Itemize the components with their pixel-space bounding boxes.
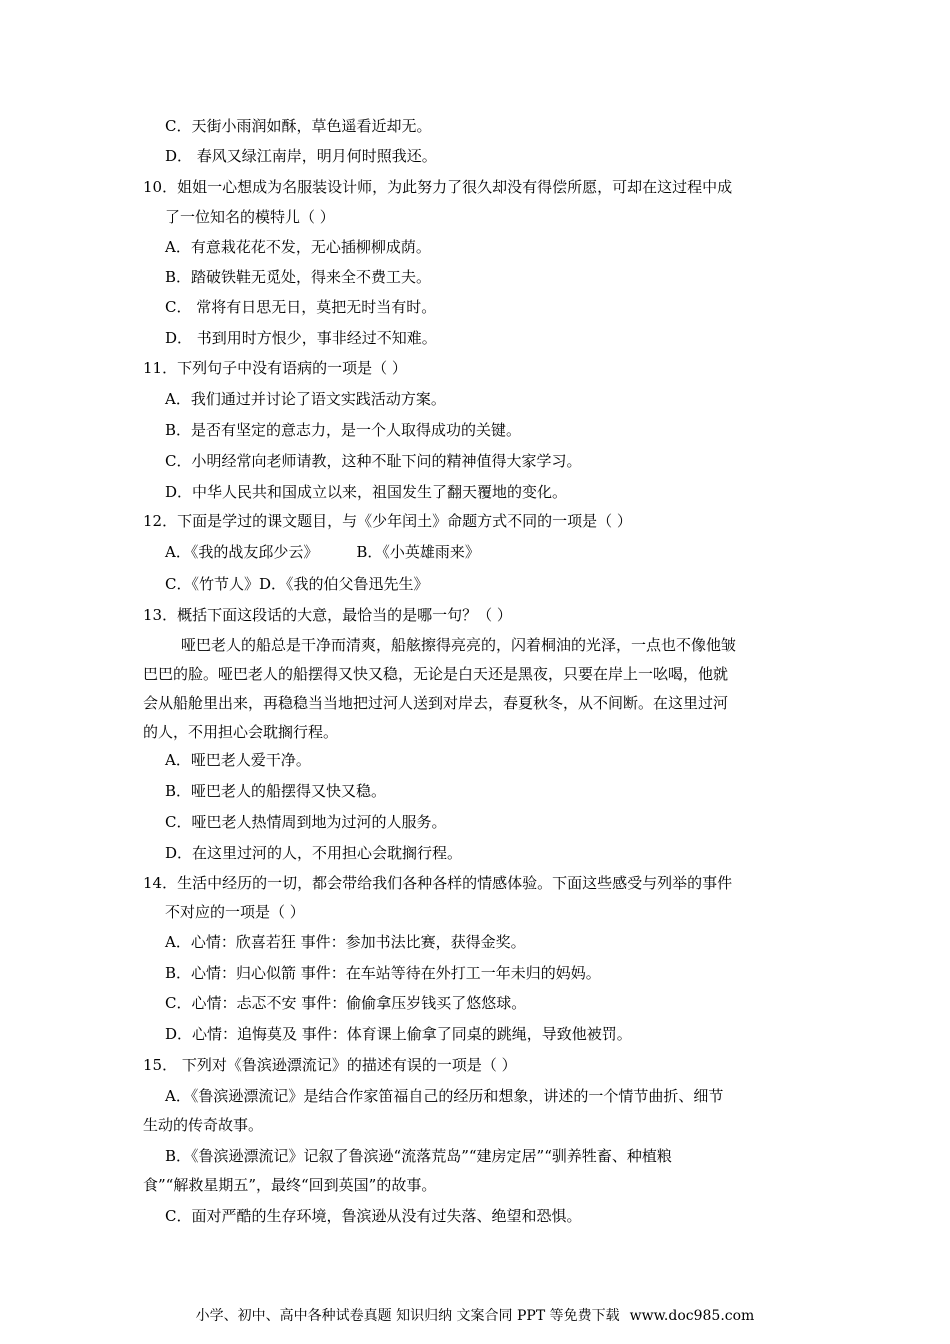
q10-stem-line1: 10．姐姐一心想成为名服装设计师，为此努力了很久却没有得偿所愿，可却在这过程中成 (143, 178, 733, 196)
q14-option-d: D．心情：追悔莫及 事件：体育课上偷拿了同桌的跳绳，导致他被罚。 (165, 1025, 632, 1043)
q14-stem-line1: 14．生活中经历的一切，都会带给我们各种各样的情感体验。下面这些感受与列举的事件 (143, 874, 733, 892)
q10-option-a: A．有意栽花花不发，无心插柳柳成荫。 (165, 238, 431, 256)
q11-option-a: A．我们通过并讨论了语文实践活动方案。 (165, 390, 446, 408)
q15-option-a-line2: 生动的传奇故事。 (143, 1116, 264, 1134)
q13-passage-line4: 的人，不用担心会耽搁行程。 (143, 723, 339, 741)
q10-stem-line2: 了一位知名的模特儿（ ） (165, 208, 335, 226)
q9-option-d: D． 春风又绿江南岸，明月何时照我还。 (165, 147, 437, 165)
q13-option-a: A．哑巴老人爱干净。 (165, 751, 311, 769)
q15-option-b-line1: B．《鲁滨逊漂流记》记叙了鲁滨逊“流落荒岛”“建房定居”“驯养牲畜、种植粮 (165, 1147, 672, 1165)
q12-options-cd: C．《竹节人》D．《我的伯父鲁迅先生》 (165, 575, 429, 593)
q12-option-a: A．《我的战友邱少云》 (165, 543, 319, 561)
q11-stem: 11．下列句子中没有语病的一项是（ ） (143, 359, 407, 377)
q15-stem: 15． 下列对《鲁滨逊漂流记》的描述有误的一项是（ ） (143, 1056, 517, 1074)
q13-option-d: D．在这里过河的人，不用担心会耽搁行程。 (165, 844, 463, 862)
q13-option-c: C．哑巴老人热情周到地为过河的人服务。 (165, 813, 447, 831)
q14-option-b: B．心情：归心似箭 事件：在车站等待在外打工一年未归的妈妈。 (165, 964, 601, 982)
q13-passage-line2: 巴巴的脸。哑巴老人的船摆得又快又稳，无论是白天还是黑夜，只要在岸上一吆喝，他就 (143, 665, 729, 683)
q15-option-b-line2: 食”“解救星期五”，最终“回到英国”的故事。 (143, 1176, 437, 1194)
q9-option-c: C．天街小雨润如酥，草色遥看近却无。 (165, 117, 432, 135)
q14-stem-line2: 不对应的一项是（ ） (165, 903, 305, 921)
q11-option-b: B．是否有坚定的意志力，是一个人取得成功的关键。 (165, 421, 522, 439)
q11-option-c: C．小明经常向老师请教，这种不耻下问的精神值得大家学习。 (165, 452, 582, 470)
q15-option-c: C．面对严酷的生存环境，鲁滨逊从没有过失落、绝望和恐惧。 (165, 1207, 582, 1225)
page-footer (0, 1306, 950, 1326)
q10-option-d: D． 书到用时方恨少，事非经过不知难。 (165, 329, 437, 347)
q14-option-c: C．心情：忐忑不安 事件：偷偷拿压岁钱买了悠悠球。 (165, 994, 527, 1012)
q12-options-ab (165, 542, 480, 562)
q10-option-c: C． 常将有日思无日，莫把无时当有时。 (165, 298, 437, 316)
q14-option-a: A．心情：欣喜若狂 事件：参加书法比赛，获得金奖。 (165, 933, 526, 951)
footer-site-link[interactable]: www.doc985.com (629, 1308, 755, 1324)
q13-stem: 13．概括下面这段话的大意，最恰当的是哪一句？（ ） (143, 606, 512, 624)
q11-option-d: D．中华人民共和国成立以来，祖国发生了翻天覆地的变化。 (165, 483, 568, 501)
q15-option-a-line1: A．《鲁滨逊漂流记》是结合作家笛福自己的经历和想象，讲述的一个情节曲折、细节 (165, 1087, 724, 1105)
q13-passage-line1: 哑巴老人的船总是干净而清爽，船舷擦得亮亮的，闪着桐油的光泽，一点也不像他皱 (181, 636, 737, 654)
q13-passage-line3: 会从船舱里出来，再稳稳当当地把过河人送到对岸去，春夏秋冬，从不间断。在这里过河 (143, 694, 729, 712)
q12-stem: 12．下面是学过的课文题目，与《少年闰土》命题方式不同的一项是（ ） (143, 512, 632, 530)
q10-option-b: B．踏破铁鞋无觅处，得来全不费工夫。 (165, 268, 432, 286)
q12-option-b: B．《小英雄雨来》 (356, 543, 480, 561)
footer-text: 小学、初中、高中各种试卷真题 知识归纳 文案合同 PPT 等免费下载 (195, 1308, 620, 1324)
q13-option-b: B．哑巴老人的船摆得又快又稳。 (165, 782, 387, 800)
